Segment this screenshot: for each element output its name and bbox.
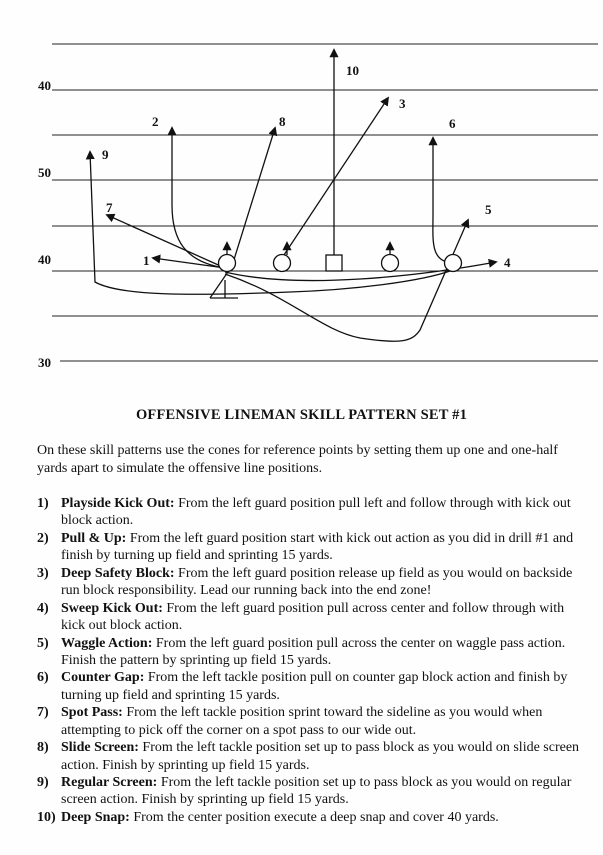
drill-number: 4): [37, 600, 49, 616]
drill-name: Spot Pass:: [61, 705, 123, 721]
yard-marker-50: 50: [38, 165, 51, 180]
drill-number: 5): [37, 635, 49, 651]
center-cone: [326, 255, 342, 271]
drill-item: [37, 600, 587, 635]
route-label-7: 7: [106, 200, 113, 215]
route-9: [90, 152, 453, 294]
drill-number: 2): [37, 530, 49, 546]
drill-text: From the left tackle position sprint toward the sideline as you would when attempting to pick off the corner on a spot pass to our wide out.: [61, 705, 543, 738]
page-title: OFFENSIVE LINEMAN SKILL PATTERN SET #1: [135, 407, 468, 423]
route-label-2: 2: [152, 114, 159, 129]
yard-lines: [52, 44, 598, 361]
drill-name: Regular Screen:: [61, 775, 158, 791]
route-label-9: 9: [102, 147, 109, 162]
drill-text: From the left tackle position set up to pass block as you would on regular screen action. Finish by sprinting up field 15 yards.: [61, 775, 572, 808]
drill-text: From the left guard position release up field as you would on backside run block responsibility. Lead our running back into the end zone!: [61, 565, 573, 599]
routes: [90, 50, 496, 341]
drill-name: Playside Kick Out:: [61, 496, 175, 511]
drill-text: From the left guard position pull left and follow through with kick out block action.: [61, 496, 571, 529]
drill-name: Counter Gap:: [61, 670, 145, 686]
drill-name: Deep Snap:: [61, 810, 130, 826]
drill-number: 8): [37, 740, 49, 756]
drill-item: [37, 565, 587, 600]
drill-item: [37, 739, 587, 774]
drill-number: 3): [37, 565, 49, 581]
route-label-8: 8: [279, 114, 286, 129]
drill-text: From the left guard position start with kick out action as you did in drill #1 and finish by turning up field and sprinting 15 yards.: [61, 530, 574, 564]
drill-name: Slide Screen:: [61, 740, 139, 756]
drill-item: [37, 530, 587, 565]
drill-number: 1): [37, 496, 49, 511]
yard-marker-30: 30: [38, 355, 51, 370]
yard-marker-40-top: 40: [38, 78, 51, 93]
yard-marker-40-bottom: 40: [38, 252, 51, 267]
route-3: [282, 98, 388, 258]
drill-name: Waggle Action:: [61, 635, 153, 651]
drill-number: 10): [37, 810, 56, 826]
skill-pattern-diagram: [0, 0, 603, 380]
drill-text: From the left tackle position set up to pass block as you would on slide screen action. Finish by sprinting up field 15 yards.: [61, 740, 580, 773]
drill-name: Deep Safety Block:: [61, 565, 175, 581]
drill-item: [37, 704, 587, 739]
route-6: [433, 138, 453, 263]
drill-text: From the left guard position pull across center and follow through with kick out block action.: [61, 600, 565, 633]
drill-text: From the center position execute a deep snap and cover 40 yards.: [133, 810, 499, 826]
drill-item: [37, 495, 587, 530]
route-label-6: 6: [449, 116, 456, 131]
left-guard-cone: [219, 255, 236, 272]
drill-number: 7): [37, 705, 49, 721]
intro-paragraph: On these skill patterns use the cones for reference points by setting them up one and one-half yards apart to simulate the offensive line positions.: [37, 443, 558, 476]
left-tackle-cone: [274, 255, 291, 272]
route-2: [172, 128, 225, 268]
drill-text: From the left tackle position pull on counter gap block action and finish by turning up field and sprinting 15 yards.: [61, 670, 568, 703]
drill-item: [37, 635, 587, 670]
drill-number: 6): [37, 670, 49, 686]
drill-text: From the left guard position pull across the center on waggle pass action. Finish the pattern by sprinting up field 15 yards.: [61, 635, 566, 668]
right-guard-cone: [382, 255, 399, 272]
route-label-3: 3: [399, 96, 406, 111]
route-5: [225, 220, 468, 341]
route-8: [210, 128, 275, 298]
drill-name: Pull & Up:: [61, 530, 127, 546]
right-tackle-cone: [445, 255, 462, 272]
route-label-1: 1: [143, 253, 150, 268]
route-label-5: 5: [485, 202, 492, 217]
drill-item: [37, 774, 587, 809]
drill-number: 9): [37, 775, 49, 791]
route-label-4: 4: [504, 255, 511, 270]
drill-item: [37, 809, 587, 826]
route-label-10: 10: [346, 63, 359, 78]
drill-item: [37, 669, 587, 704]
drill-list: [37, 495, 587, 827]
offensive-line: [219, 255, 462, 272]
drill-name: Sweep Kick Out:: [61, 600, 163, 616]
